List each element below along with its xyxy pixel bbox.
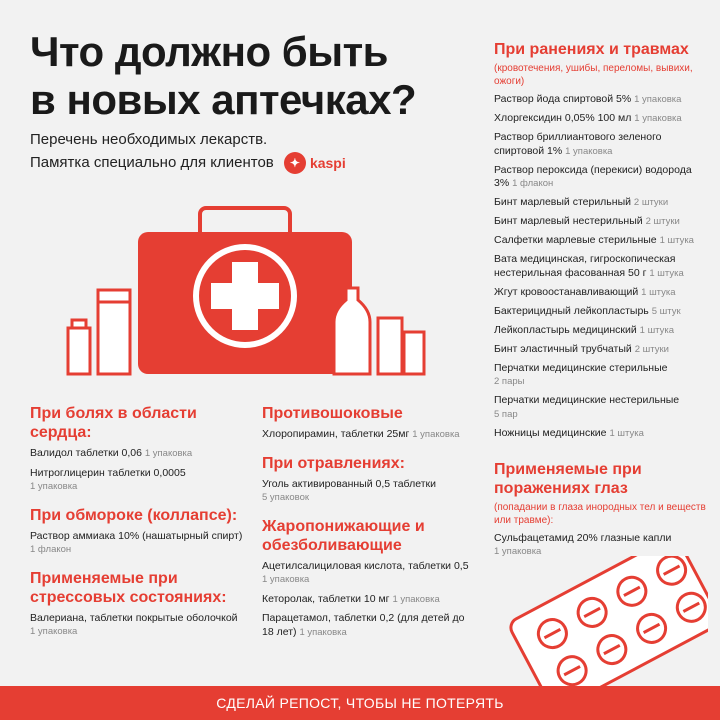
list-item: Валериана, таблетки покрытые оболочкой 1 упаковка (30, 611, 238, 637)
poison-section (262, 454, 477, 505)
wounds-list (494, 93, 706, 440)
bottle-small-left-icon (68, 328, 90, 374)
first-aid-kit-illustration (60, 200, 440, 380)
list-item: Жгут кровоостанавливающий 1 штука (494, 285, 676, 298)
list-item: Перчатки медицинские стерильные 2 пары (494, 361, 668, 387)
list-item: Ацетилсалициловая кислота, таблетки 0,5 1 упаковка (262, 559, 469, 585)
subtitle-line-2 (30, 151, 346, 175)
list-item: Хлоргексидин 0,05% 100 мл 1 упаковка (494, 112, 682, 124)
list-item: Кеторолак, таблетки 10 мг 1 упаковка (262, 592, 440, 605)
middle-column (262, 404, 477, 651)
list-item: Уголь активированный 0,5 таблетки 5 упаковок (262, 477, 436, 503)
list-item: Вата медицинская, гигроскопическая нестерильная фасованная 50 г 1 штука (494, 253, 684, 279)
subtitle-line-2-text: Памятка специально для клиентов (30, 154, 274, 171)
list-item: Бинт марлевый стерильный 2 штуки (494, 196, 669, 208)
list-item: Хлоропирамин, таблетки 25мг 1 упаковка (262, 428, 460, 440)
heart-title: При болях в области сердца: (30, 405, 197, 441)
stress-section (30, 569, 245, 639)
wounds-note: (кровотечения, ушибы, переломы, вывихи, ожоги) (494, 63, 693, 87)
title-line-2: в новых аптечках? (30, 76, 417, 123)
list-item: Ножницы медицинские 1 штука (494, 426, 644, 439)
box-right-icon (378, 318, 402, 374)
eyes-section (494, 460, 706, 559)
list-item: Раствор бриллиантового зеленого спиртовой 1% 1 упаковка (494, 131, 662, 157)
brand-name: kaspi (309, 154, 346, 171)
wounds-section (494, 40, 706, 564)
list-item: Нитроглицерин таблетки 0,0005 1 упаковка (30, 466, 186, 492)
list-item: Сульфацетамид 20% глазные капли 1 упаковка (494, 531, 672, 557)
subtitle-line-1: Перечень необходимых лекарств. (30, 131, 268, 148)
eyes-note: (попадании в глаза инородных тел и веществ или травме): (494, 501, 706, 526)
antishock-section (262, 404, 477, 442)
title-line-1: Что должно быть (30, 28, 388, 75)
pill-blister-illustration (508, 556, 708, 686)
vial-right-icon (404, 332, 424, 374)
wounds-title: При ранениях и травмах (494, 41, 689, 58)
list-item: Раствор пероксида (перекиси) водорода 3% 1 флакон (494, 163, 692, 189)
page-title (30, 28, 450, 124)
heart-section (30, 404, 245, 494)
fever-section (262, 517, 477, 640)
list-item: Бинт эластичный трубчатый 2 штуки (494, 342, 669, 355)
faint-section (30, 506, 245, 557)
subtitle (30, 128, 346, 175)
footer-banner: СДЕЛАЙ РЕПОСТ, ЧТОБЫ НЕ ПОТЕРЯТЬ (0, 686, 720, 720)
left-column (30, 404, 245, 651)
list-item: Раствор аммиака 10% (нашатырный спирт) 1 флакон (30, 529, 243, 555)
list-item: Парацетамол, таблетки 0,2 (для детей до 18 лет) 1 упаковка (262, 612, 465, 638)
antishock-title: Противошоковые (262, 405, 403, 422)
list-item: Бактерицидный лейкопластырь 5 штук (494, 304, 681, 317)
brand-logo (284, 152, 346, 175)
list-item: Лейкопластырь медицинский 1 штука (494, 323, 675, 336)
list-item: Валидол таблетки 0,06 1 упаковка (30, 447, 193, 459)
poison-title: При отравлениях: (262, 454, 405, 472)
list-item: Перчатки медицинские нестерильные 5 пар (494, 394, 680, 420)
list-item: Раствор йода спиртовой 5% 1 упаковка (494, 93, 682, 105)
list-item: Бинт марлевый нестерильный 2 штуки (494, 215, 680, 227)
kaspi-icon: ✦ (284, 152, 306, 174)
eyes-title: Применяемые при поражениях глаз (494, 460, 642, 497)
faint-title: При обмороке (коллапсе): (30, 506, 238, 524)
fever-title: Жаропонижающие и обезболивающие (262, 517, 425, 554)
stress-title: Применяемые при стрессовых состояниях: (30, 569, 227, 606)
list-item: Салфетки марлевые стерильные 1 штука (494, 234, 694, 246)
